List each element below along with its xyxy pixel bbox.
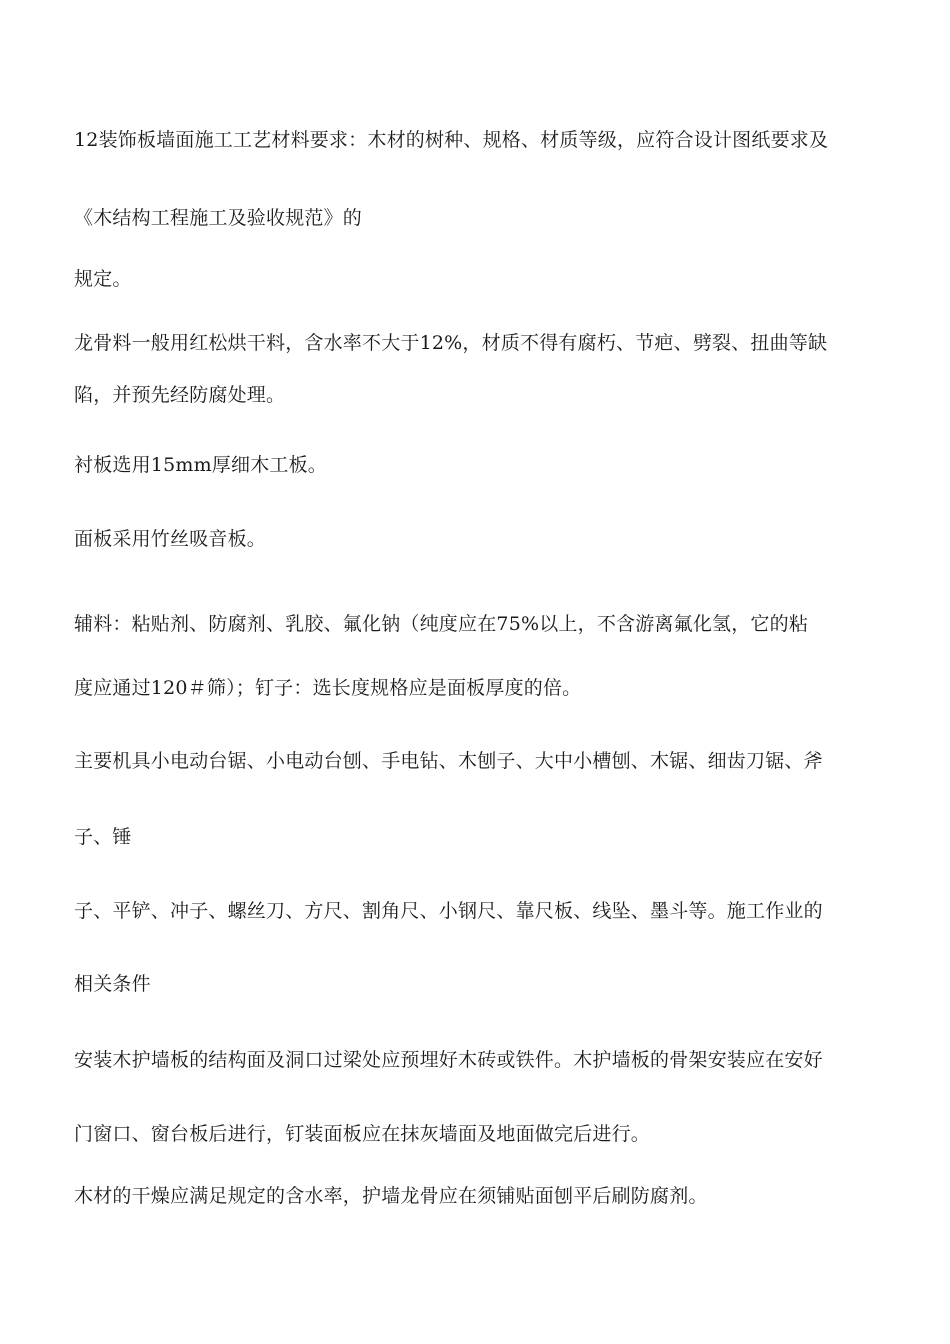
text-line-14: 安装木护墙板的结构面及洞口过梁处应预埋好木砖或铁件。木护墙板的骨架安装应在安好 [74,1049,823,1071]
text-line-5: 陷，并预先经防腐处理。 [74,384,286,406]
text-line-12: 子、平铲、冲子、螺丝刀、方尺、割角尺、小钢尺、靠尺板、线坠、墨斗等。施工作业的 [74,900,823,922]
text-line-8: 辅料：粘贴剂、防腐剂、乳胶、氟化钠（纯度应在75%以上，不含游离氟化氢，它的粘 [74,613,809,635]
text-line-1: 12装饰板墙面施工工艺材料要求：木材的树种、规格、材质等级，应符合设计图纸要求及 [74,129,829,151]
text-line-16: 木材的干燥应满足规定的含水率，护墙龙骨应在须铺贴面刨平后刷防腐剂。 [74,1185,708,1207]
text-line-15: 门窗口、窗台板后进行，钉装面板应在抹灰墙面及地面做完后进行。 [74,1123,651,1145]
text-line-3: 规定。 [74,268,132,290]
text-line-11: 子、锤 [74,826,132,848]
text-line-10: 主要机具小电动台锯、小电动台刨、手电钻、木刨子、大中小槽刨、木锯、细齿刀锯、斧 [74,750,823,772]
text-line-6: 衬板选用15mm厚细木工板。 [74,454,328,476]
text-line-9: 度应通过120＃筛）；钉子：选长度规格应是面板厚度的倍。 [74,677,582,699]
text-line-4: 龙骨料一般用红松烘干料，含水率不大于12%，材质不得有腐朽、节疤、劈裂、扭曲等缺 [74,332,828,354]
text-line-13: 相关条件 [74,973,151,995]
text-line-2: 《木结构工程施工及验收规范》的 [74,207,363,229]
text-line-7: 面板采用竹丝吸音板。 [74,528,267,550]
